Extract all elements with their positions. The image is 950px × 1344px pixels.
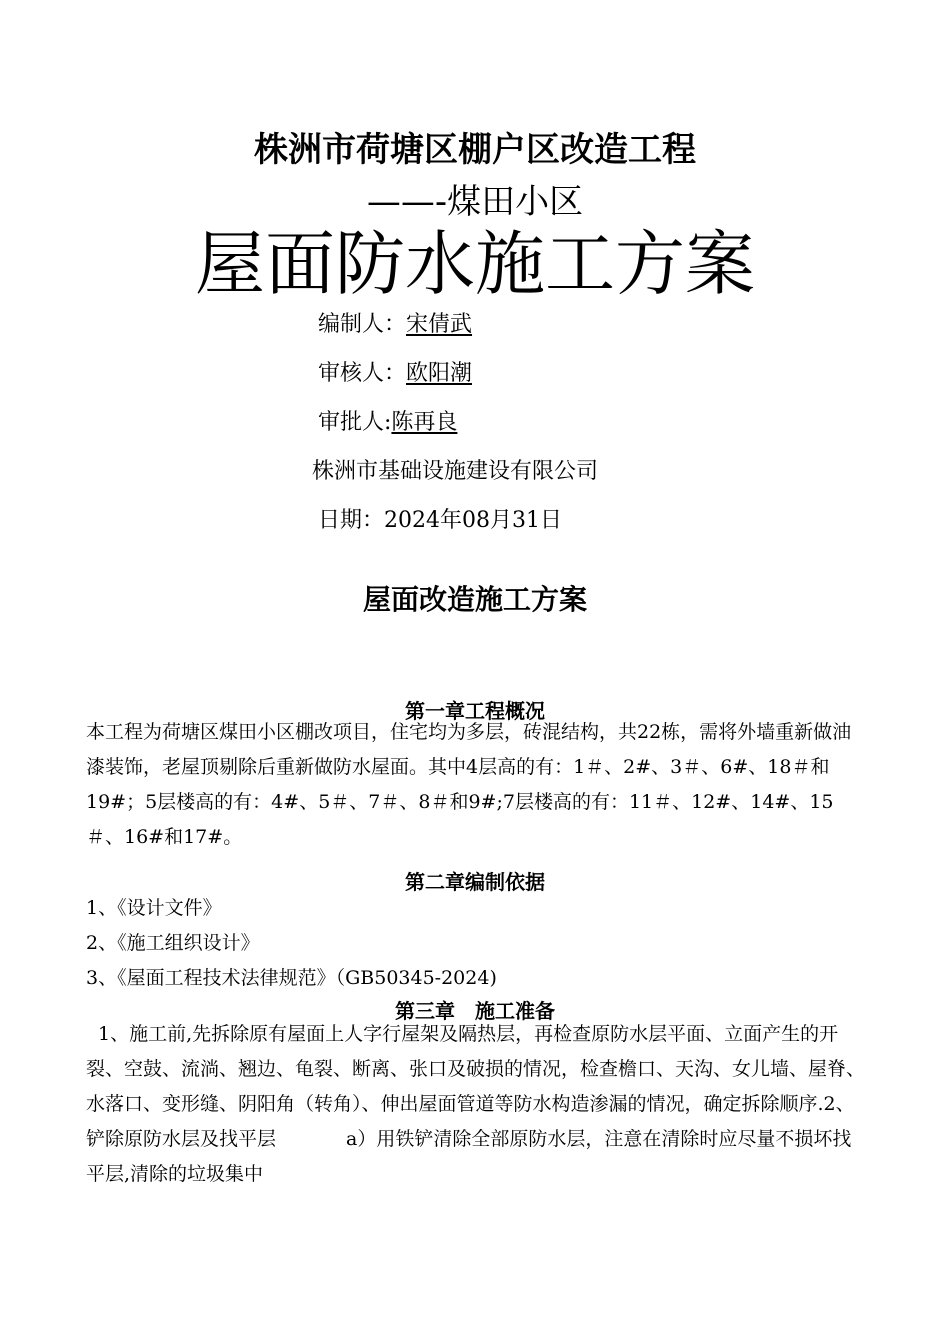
- basis-item-3: 3、《屋面工程技术法律规范》（GB50345-2024): [86, 967, 497, 989]
- chapter1-heading: 第一章工程概况: [405, 699, 545, 723]
- cover-title-line1: 株洲市荷塘区棚户区改造工程: [254, 130, 696, 170]
- chapter2-heading: 第二章编制依据: [405, 870, 545, 894]
- basis-item-2: 2、《施工组织设计》: [86, 932, 260, 954]
- approver-line: [318, 408, 457, 438]
- compiler-name: 宋倩武: [406, 312, 473, 337]
- basis-item-1: 1、《设计文件》: [86, 897, 222, 919]
- chapter3-heading: 第三章 施工准备: [395, 999, 555, 1023]
- approver-label: 审批人:: [318, 410, 392, 435]
- document-title: 屋面改造施工方案: [362, 583, 587, 616]
- reviewer-label: 审核人：: [318, 361, 407, 386]
- chapter1-body: 本工程为荷塘区煤田小区棚改项目，住宅均为多层，砖混结构，共22栋，需将外墙重新做油漆装饰，老屋顶剔除后重新做防水屋面。其中4层高的有：1＃、2#、3＃、6#、18＃和19#；5层楼高的有：4#、5＃、7＃、8＃和9#;7层楼高的有：11＃、12#、14#、15＃、16#和17#。: [86, 721, 852, 848]
- chapter3-body-text-cont: a）用铁铲清除全部原防水层，注意在清除时应尽量不损坏找平层,清除的垃圾集中: [86, 1128, 852, 1185]
- chapter3-body: [86, 1017, 866, 1192]
- chapter3-body-text: 1、施工前,先拆除原有屋面上人字行屋架及隔热层，再检查原防水层平面、立面产生的开裂、空鼓、流淌、翘边、龟裂、断离、张口及破损的情况，检查檐口、天沟、女儿墙、屋脊、水落口、变形缝、阴阳角（转角）、伸出屋面管道等防水构造渗漏的情况，确定拆除顺序.2、铲除原防水层及找平层: [86, 1023, 866, 1150]
- document-date: 日期：2024年08月31日: [318, 508, 562, 533]
- compiler-label: 编制人：: [318, 312, 407, 337]
- cover-main-title: 屋面防水施工方案: [195, 223, 755, 305]
- cover-title-line2: ——-煤田小区: [366, 182, 584, 222]
- reviewer-line: [318, 359, 472, 389]
- approver-name: 陈再良: [391, 410, 458, 435]
- reviewer-name: 欧阳潮: [406, 361, 473, 386]
- company-name: 株洲市基础设施建设有限公司: [312, 459, 599, 484]
- compiler-line: [318, 310, 472, 340]
